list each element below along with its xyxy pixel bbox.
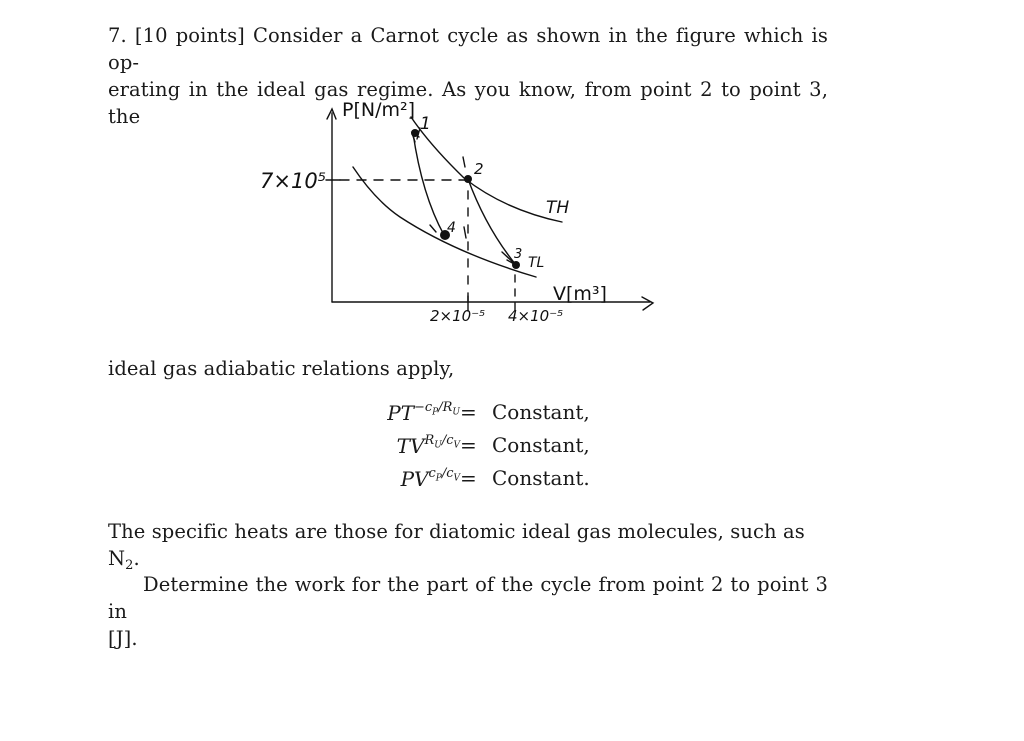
equation-1-rhs: Constant,: [492, 400, 590, 424]
equation-1-lhs: $PT^{-c_P/R_U}$: [387, 400, 460, 425]
point-3-label: 3: [514, 247, 523, 262]
equation-2-rhs: Constant,: [492, 433, 590, 457]
specific-heats-text: The specific heats are those for diatomic ideal gas molecules, such as $N_2$.: [108, 520, 805, 573]
equation-row-3: [330, 466, 630, 498]
x-axis-label: V[m³]: [553, 283, 607, 305]
intro-line-2: erating in the ideal gas regime. As you know, from point 2 to point 3, the: [108, 78, 828, 128]
isotherm-cold-label: TL: [528, 255, 545, 271]
point-3: [512, 261, 520, 269]
n2-subscript: 2: [125, 558, 134, 573]
x-tick-label-2: 4×10⁻⁵: [508, 307, 564, 325]
point-2-label: 2: [474, 160, 484, 178]
pv-diagram-svg: [250, 95, 670, 330]
equation-row-1: [330, 400, 630, 432]
equation-1-equals: =: [460, 400, 477, 424]
point-2: [464, 175, 472, 183]
equation-3-lhs: $PV^{c_P/c_V}$: [400, 466, 460, 491]
y-axis-label: P[N/m²]: [342, 99, 416, 121]
isotherm-hot-curve: [411, 117, 562, 222]
point-1: [411, 129, 419, 137]
equation-3-rhs: Constant.: [492, 466, 590, 490]
intro-line-1: 7. [10 points] Consider a Carnot cycle as shown in the figure which is op-: [108, 24, 828, 74]
question-text: [108, 571, 828, 652]
equation-2-equals: =: [460, 433, 477, 457]
carnot-pv-diagram: [250, 95, 670, 330]
x-tick-label-1: 2×10⁻⁵: [430, 307, 486, 325]
point-1-label: 1: [420, 114, 431, 134]
x-axis-arrow: [642, 297, 653, 310]
adiabat-2-3: [468, 179, 516, 265]
adiabat-4-1: [413, 133, 444, 235]
point-4-label: 4: [447, 220, 456, 236]
equation-2-lhs: $TV^{R_U/c_V}$: [396, 433, 460, 458]
equation-row-2: [330, 433, 630, 465]
equation-3-equals: =: [460, 466, 477, 490]
question-line-2: [J].: [108, 627, 138, 650]
y-tick-label: 7×10⁵: [260, 169, 327, 193]
adiabatic-intro: ideal gas adiabatic relations apply,: [108, 357, 455, 380]
question-line-1: Determine the work for the part of the cycle from point 2 to point 3 in: [108, 573, 828, 623]
isotherm-hot-label: TH: [546, 198, 570, 218]
